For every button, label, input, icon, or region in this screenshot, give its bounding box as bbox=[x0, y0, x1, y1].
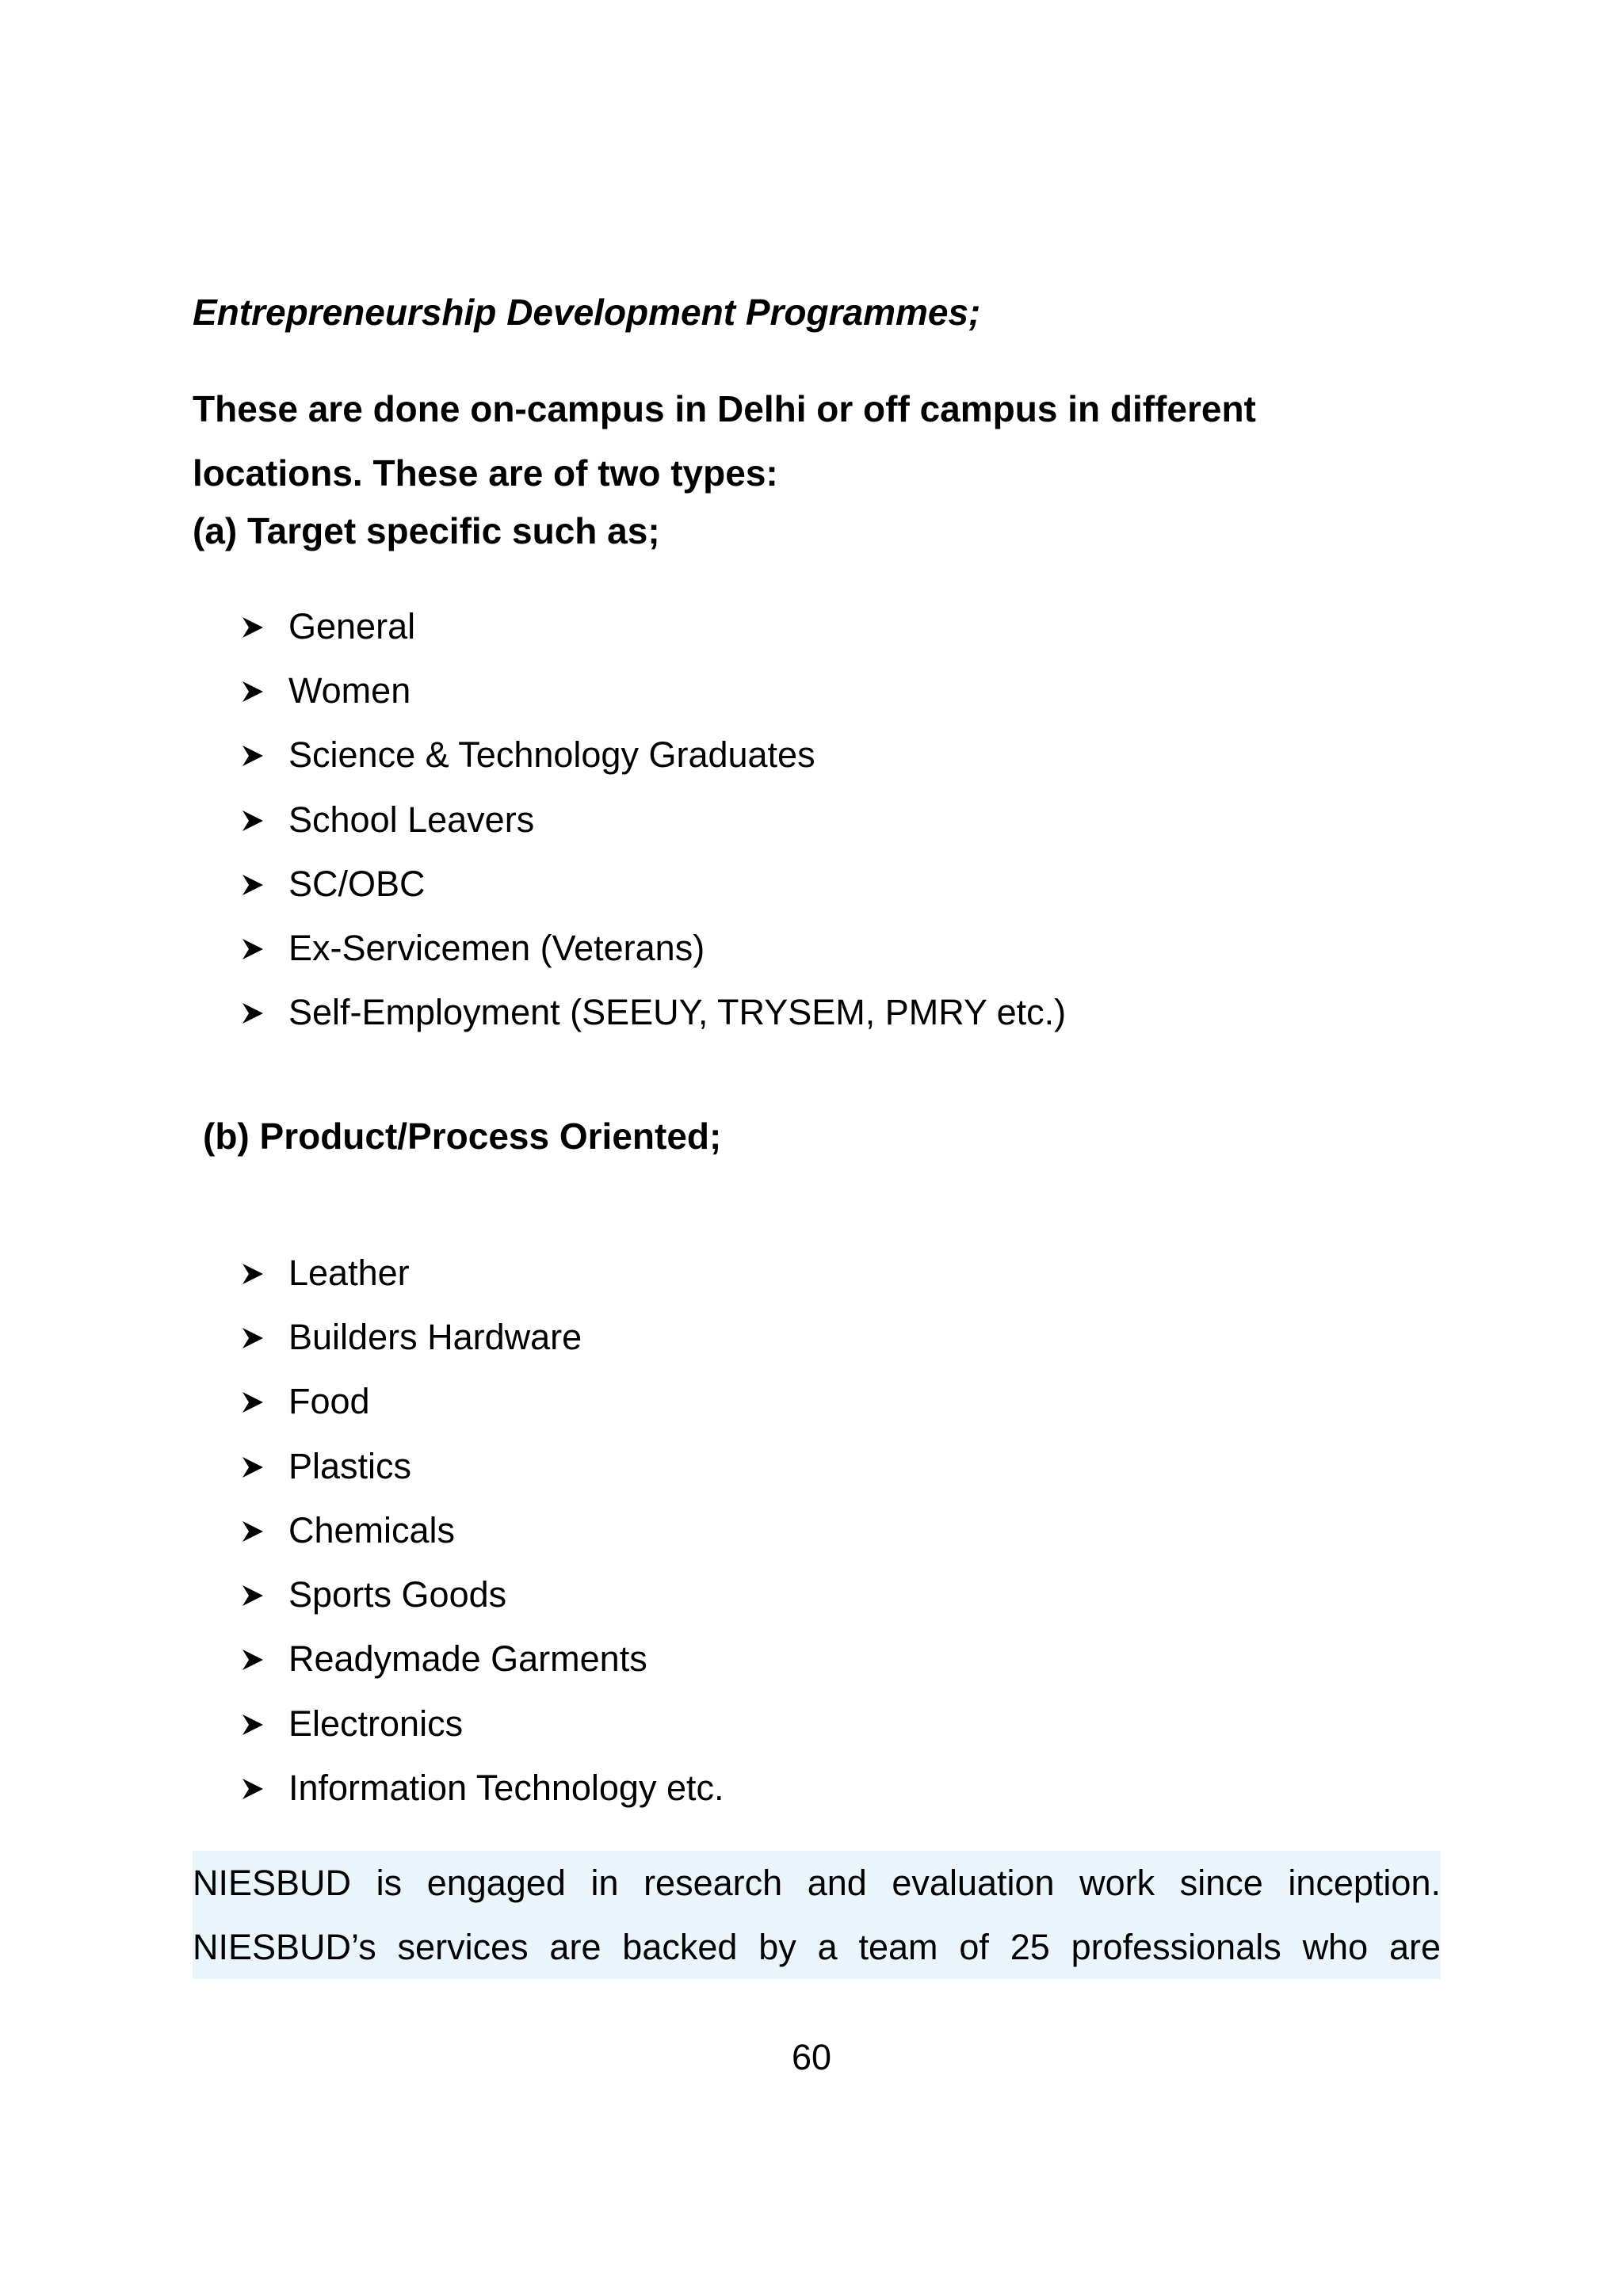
subheading-target-specific: (a) Target specific such as; bbox=[193, 510, 660, 551]
arrowhead-bullet-icon bbox=[238, 603, 288, 650]
list-item-label: School Leavers bbox=[288, 799, 535, 840]
target-specific-list bbox=[238, 594, 1066, 1045]
list-item-label: Sports Goods bbox=[288, 1574, 507, 1615]
arrowhead-bullet-icon bbox=[238, 1571, 288, 1619]
list-item-label: Plastics bbox=[288, 1445, 412, 1486]
arrowhead-bullet-icon bbox=[238, 1314, 288, 1361]
list-item-label: Women bbox=[288, 669, 411, 711]
page-number: 60 bbox=[791, 2037, 832, 2077]
list-item bbox=[238, 1756, 724, 1820]
arrowhead-bullet-icon bbox=[238, 1764, 288, 1812]
list-item bbox=[238, 981, 1066, 1045]
list-item-label: Electronics bbox=[288, 1703, 464, 1744]
list-item bbox=[238, 1498, 724, 1562]
list-item bbox=[238, 1370, 724, 1434]
list-item-label: Self-Employment (SEEUY, TRYSEM, PMRY etc.) bbox=[288, 992, 1067, 1033]
list-item bbox=[238, 788, 1066, 852]
list-item-label: Food bbox=[288, 1381, 370, 1422]
intro-line: locations. These are of two types: bbox=[193, 452, 778, 494]
list-item bbox=[238, 1691, 724, 1756]
list-item-label: SC/OBC bbox=[288, 863, 426, 904]
body-paragraph bbox=[193, 1851, 1441, 1979]
list-item-label: Leather bbox=[288, 1252, 410, 1293]
arrowhead-bullet-icon bbox=[238, 667, 288, 715]
arrowhead-bullet-icon bbox=[238, 1700, 288, 1748]
list-item-label: Readymade Garments bbox=[288, 1638, 647, 1680]
list-item-label: Information Technology etc. bbox=[288, 1768, 724, 1809]
list-item bbox=[238, 1305, 724, 1369]
list-item bbox=[238, 594, 1066, 658]
arrowhead-bullet-icon bbox=[238, 989, 288, 1036]
arrowhead-bullet-icon bbox=[238, 1507, 288, 1554]
list-item bbox=[238, 852, 1066, 916]
list-item bbox=[238, 1434, 724, 1498]
section-heading: Entrepreneurship Development Programmes; bbox=[193, 292, 981, 333]
list-item bbox=[238, 658, 1066, 723]
list-item bbox=[238, 1562, 724, 1627]
product-process-list bbox=[238, 1241, 724, 1821]
list-item bbox=[238, 1627, 724, 1691]
intro-paragraph bbox=[193, 377, 1461, 505]
arrowhead-bullet-icon bbox=[238, 731, 288, 779]
arrowhead-bullet-icon bbox=[238, 1378, 288, 1425]
arrowhead-bullet-icon bbox=[238, 1635, 288, 1683]
arrowhead-bullet-icon bbox=[238, 796, 288, 844]
list-item-label: General bbox=[288, 605, 416, 646]
paragraph-line: NIESBUD’s services are backed by a team of 25 professionals who are bbox=[193, 1915, 1441, 1979]
list-item bbox=[238, 723, 1066, 788]
list-item-label: Chemicals bbox=[288, 1509, 456, 1550]
list-item-label: Science & Technology Graduates bbox=[288, 734, 815, 776]
arrowhead-bullet-icon bbox=[238, 860, 288, 908]
arrowhead-bullet-icon bbox=[238, 925, 288, 972]
arrowhead-bullet-icon bbox=[238, 1249, 288, 1297]
list-item bbox=[238, 1241, 724, 1305]
list-item bbox=[238, 916, 1066, 980]
arrowhead-bullet-icon bbox=[238, 1443, 288, 1490]
paragraph-line: NIESBUD is engaged in research and evaluation work since inception. bbox=[193, 1851, 1441, 1915]
intro-line: These are done on-campus in Delhi or off campus in different bbox=[193, 388, 1256, 429]
list-item-label: Builders Hardware bbox=[288, 1316, 582, 1357]
subheading-product-process: (b) Product/Process Oriented; bbox=[203, 1116, 722, 1157]
list-item-label: Ex-Servicemen (Veterans) bbox=[288, 928, 705, 969]
